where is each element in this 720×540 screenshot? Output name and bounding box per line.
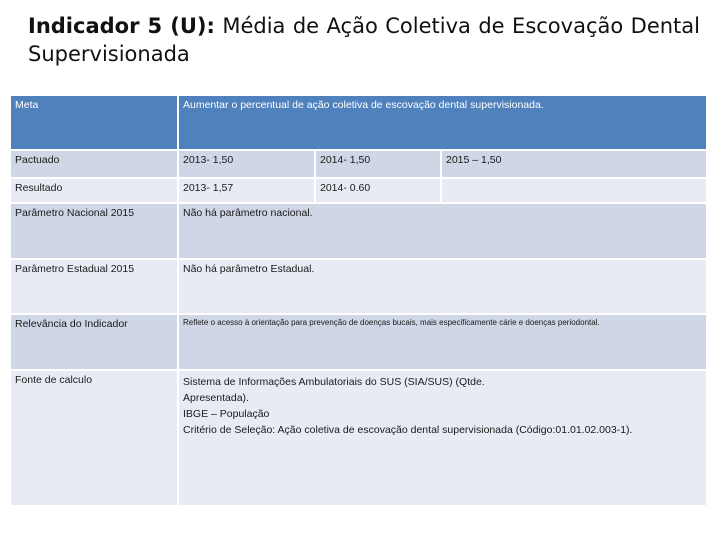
row-meta bbox=[10, 95, 707, 150]
resultado-2015 bbox=[441, 178, 707, 203]
row-relevancia bbox=[10, 314, 707, 370]
indicator-table bbox=[9, 94, 708, 507]
row-resultado bbox=[10, 178, 707, 203]
relevancia-value: Reflete o acesso à orientação para prevenção de doenças bucais, mais especificamente cárie e doenças periodontal. bbox=[178, 314, 707, 370]
nacional-value: Não há parâmetro nacional. bbox=[178, 203, 707, 259]
fonte-line: Critério de Seleção: Ação coletiva de escovação dental supervisionada (Código:01.01.02.003-1). bbox=[183, 424, 633, 436]
row-fonte bbox=[10, 370, 707, 506]
row-nacional bbox=[10, 203, 707, 259]
resultado-label: Resultado bbox=[10, 178, 178, 203]
nacional-label: Parâmetro Nacional 2015 bbox=[10, 203, 178, 259]
meta-value: Aumentar o percentual de ação coletiva de escovação dental supervisionada. bbox=[178, 95, 707, 150]
resultado-2013: 2013- 1,57 bbox=[178, 178, 315, 203]
fonte-line: Sistema de Informações Ambulatoriais do SUS (SIA/SUS) (Qtde. bbox=[183, 376, 485, 388]
pactuado-2013: 2013- 1,50 bbox=[178, 150, 315, 178]
relevancia-label: Relevância do Indicador bbox=[10, 314, 178, 370]
estadual-label: Parâmetro Estadual 2015 bbox=[10, 259, 178, 314]
row-estadual bbox=[10, 259, 707, 314]
fonte-line: Apresentada). bbox=[183, 392, 249, 404]
pactuado-label: Pactuado bbox=[10, 150, 178, 178]
slide-title bbox=[28, 12, 700, 68]
title-rest: Média de Ação Coletiva de Escovação Dental Supervisionada bbox=[28, 14, 700, 66]
resultado-2014: 2014- 0.60 bbox=[315, 178, 441, 203]
meta-label: Meta bbox=[10, 95, 178, 150]
fonte-value bbox=[178, 370, 707, 506]
fonte-line: IBGE – População bbox=[183, 408, 270, 420]
pactuado-2015: 2015 – 1,50 bbox=[441, 150, 707, 178]
pactuado-2014: 2014- 1,50 bbox=[315, 150, 441, 178]
title-prefix: Indicador 5 (U): bbox=[28, 14, 215, 38]
row-pactuado bbox=[10, 150, 707, 178]
estadual-value: Não há parâmetro Estadual. bbox=[178, 259, 707, 314]
fonte-label: Fonte de calculo bbox=[10, 370, 178, 506]
